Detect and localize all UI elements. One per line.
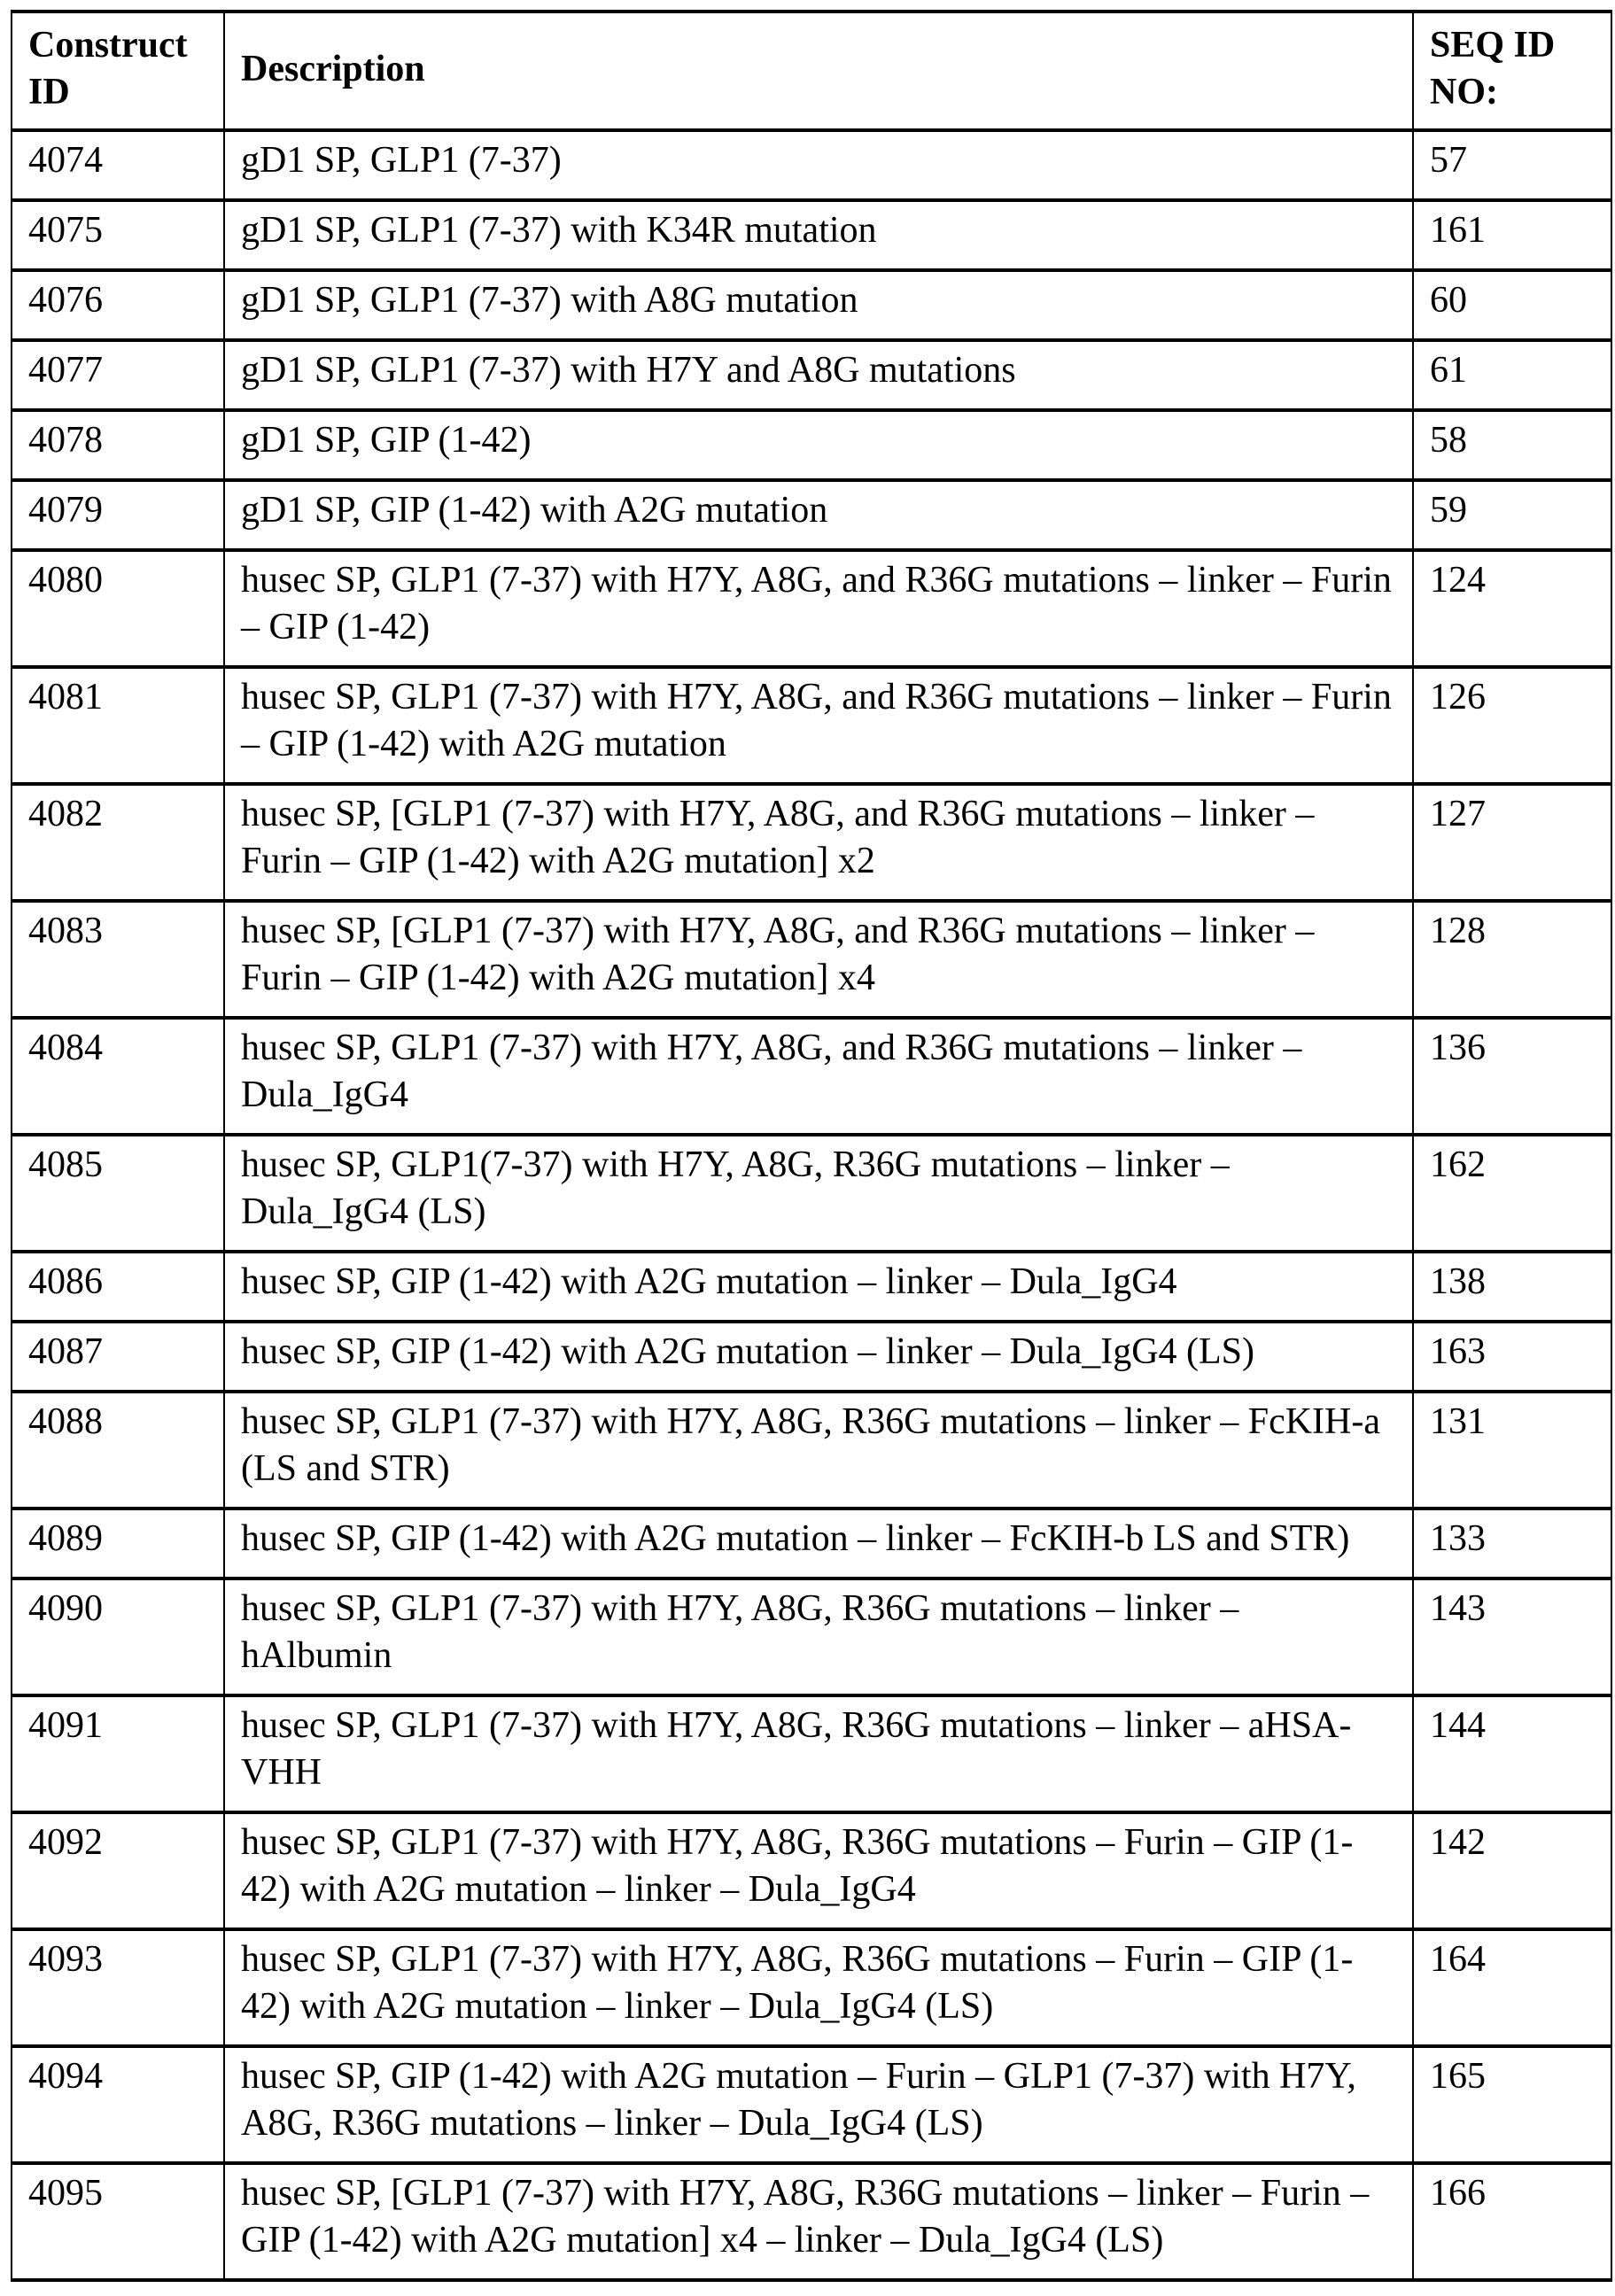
seq-id-cell: 162 <box>1413 1135 1611 1252</box>
construct-id-cell: 4094 <box>12 2046 224 2163</box>
description-cell: husec SP, GIP (1-42) with A2G mutation – linker – FcKIH-b LS and STR) <box>224 1509 1413 1578</box>
table-row <box>12 1018 1611 1135</box>
header-construct-id: Construct ID <box>12 12 224 130</box>
construct-id-cell: 4087 <box>12 1322 224 1392</box>
seq-id-cell: 143 <box>1413 1578 1611 1695</box>
seq-id-cell: 163 <box>1413 1322 1611 1392</box>
description-cell: gD1 SP, GIP (1-42) with A2G mutation <box>224 480 1413 550</box>
construct-id-cell: 4085 <box>12 1135 224 1252</box>
table-row <box>12 550 1611 667</box>
seq-id-cell: 58 <box>1413 410 1611 480</box>
table-row <box>12 1578 1611 1695</box>
description-cell: husec SP, GIP (1-42) with A2G mutation – linker – Dula_IgG4 <box>224 1252 1413 1322</box>
construct-id-cell: 4074 <box>12 130 224 200</box>
construct-id-cell: 4091 <box>12 1695 224 1812</box>
table-row <box>12 1929 1611 2046</box>
seq-id-cell: 142 <box>1413 1812 1611 1929</box>
seq-id-cell: 126 <box>1413 667 1611 784</box>
table-row <box>12 1695 1611 1812</box>
description-cell: husec SP, [GLP1 (7-37) with H7Y, A8G, and R36G mutations – linker – Furin – GIP (1-42) with A2G mutation] x4 <box>224 901 1413 1018</box>
header-seq-id: SEQ ID NO: <box>1413 12 1611 130</box>
table-row <box>12 1392 1611 1509</box>
description-cell: husec SP, [GLP1 (7-37) with H7Y, A8G, and R36G mutations – linker – Furin – GIP (1-42) with A2G mutation] x2 <box>224 784 1413 901</box>
description-cell: husec SP, GLP1 (7-37) with H7Y, A8G, and R36G mutations – linker – Dula_IgG4 <box>224 1018 1413 1135</box>
description-cell: gD1 SP, GLP1 (7-37) with K34R mutation <box>224 200 1413 270</box>
description-cell: husec SP, GLP1 (7-37) with H7Y, A8G, R36G mutations – linker – aHSA-VHH <box>224 1695 1413 1812</box>
construct-id-cell: 4078 <box>12 410 224 480</box>
construct-id-cell: 4083 <box>12 901 224 1018</box>
construct-id-cell: 4076 <box>12 270 224 340</box>
construct-id-cell: 4084 <box>12 1018 224 1135</box>
construct-id-cell: 4092 <box>12 1812 224 1929</box>
seq-id-cell: 138 <box>1413 1252 1611 1322</box>
construct-id-cell: 4077 <box>12 340 224 410</box>
table-row <box>12 667 1611 784</box>
construct-id-cell: 4093 <box>12 1929 224 2046</box>
description-cell: gD1 SP, GLP1 (7-37) with H7Y and A8G mutations <box>224 340 1413 410</box>
description-cell: gD1 SP, GIP (1-42) <box>224 410 1413 480</box>
seq-id-cell: 166 <box>1413 2163 1611 2280</box>
table-row <box>12 2046 1611 2163</box>
table-row <box>12 1509 1611 1578</box>
description-cell: husec SP, GIP (1-42) with A2G mutation – Furin – GLP1 (7-37) with H7Y, A8G, R36G mutations – linker – Dula_IgG4 (LS) <box>224 2046 1413 2163</box>
description-cell: husec SP, GLP1 (7-37) with H7Y, A8G, R36G mutations – Furin – GIP (1-42) with A2G mutation – linker – Dula_IgG4 (LS) <box>224 1929 1413 2046</box>
seq-id-cell: 128 <box>1413 901 1611 1018</box>
construct-id-cell: 4088 <box>12 1392 224 1509</box>
table-row <box>12 130 1611 200</box>
description-cell: husec SP, GLP1(7-37) with H7Y, A8G, R36G mutations – linker – Dula_IgG4 (LS) <box>224 1135 1413 1252</box>
description-cell: gD1 SP, GLP1 (7-37) <box>224 130 1413 200</box>
table-row <box>12 340 1611 410</box>
seq-id-cell: 165 <box>1413 2046 1611 2163</box>
table-row <box>12 1135 1611 1252</box>
construct-id-cell: 4080 <box>12 550 224 667</box>
table-row <box>12 901 1611 1018</box>
seq-id-cell: 136 <box>1413 1018 1611 1135</box>
description-cell: husec SP, GLP1 (7-37) with H7Y, A8G, R36G mutations – Furin – GIP (1-42) with A2G mutation – linker – Dula_IgG4 <box>224 1812 1413 1929</box>
seq-id-cell: 60 <box>1413 270 1611 340</box>
seq-id-cell: 59 <box>1413 480 1611 550</box>
description-cell: husec SP, [GLP1 (7-37) with H7Y, A8G, R36G mutations – linker – Furin – GIP (1-42) with A2G mutation] x4 – linker – Dula_IgG4 (LS) <box>224 2163 1413 2280</box>
table-row <box>12 410 1611 480</box>
seq-id-cell: 124 <box>1413 550 1611 667</box>
seq-id-cell: 161 <box>1413 200 1611 270</box>
construct-id-cell: 4090 <box>12 1578 224 1695</box>
table-row <box>12 200 1611 270</box>
table-row <box>12 2163 1611 2280</box>
description-cell: gD1 SP, GLP1 (7-37) with A8G mutation <box>224 270 1413 340</box>
table-row <box>12 1322 1611 1392</box>
description-cell: husec SP, GLP1 (7-37) with H7Y, A8G, and R36G mutations – linker – Furin – GIP (1-42) <box>224 550 1413 667</box>
seq-id-cell: 57 <box>1413 130 1611 200</box>
construct-id-cell: 4081 <box>12 667 224 784</box>
construct-id-cell: 4082 <box>12 784 224 901</box>
construct-id-cell: 4095 <box>12 2163 224 2280</box>
description-cell: husec SP, GLP1 (7-37) with H7Y, A8G, and R36G mutations – linker – Furin – GIP (1-42) with A2G mutation <box>224 667 1413 784</box>
description-cell: husec SP, GLP1 (7-37) with H7Y, A8G, R36G mutations – linker – FcKIH-a (LS and STR) <box>224 1392 1413 1509</box>
table-row <box>12 784 1611 901</box>
table-header-row <box>12 12 1611 130</box>
header-description: Description <box>224 12 1413 130</box>
construct-id-cell: 4075 <box>12 200 224 270</box>
table-row <box>12 480 1611 550</box>
table-row <box>12 1812 1611 1929</box>
seq-id-cell: 127 <box>1413 784 1611 901</box>
construct-id-cell: 4089 <box>12 1509 224 1578</box>
description-cell: husec SP, GLP1 (7-37) with H7Y, A8G, R36G mutations – linker – hAlbumin <box>224 1578 1413 1695</box>
seq-id-cell: 133 <box>1413 1509 1611 1578</box>
seq-id-cell: 131 <box>1413 1392 1611 1509</box>
seq-id-cell: 144 <box>1413 1695 1611 1812</box>
description-cell: husec SP, GIP (1-42) with A2G mutation – linker – Dula_IgG4 (LS) <box>224 1322 1413 1392</box>
construct-id-cell: 4079 <box>12 480 224 550</box>
table-row <box>12 270 1611 340</box>
construct-table <box>11 10 1612 2282</box>
table-row <box>12 1252 1611 1322</box>
construct-id-cell: 4086 <box>12 1252 224 1322</box>
seq-id-cell: 61 <box>1413 340 1611 410</box>
seq-id-cell: 164 <box>1413 1929 1611 2046</box>
